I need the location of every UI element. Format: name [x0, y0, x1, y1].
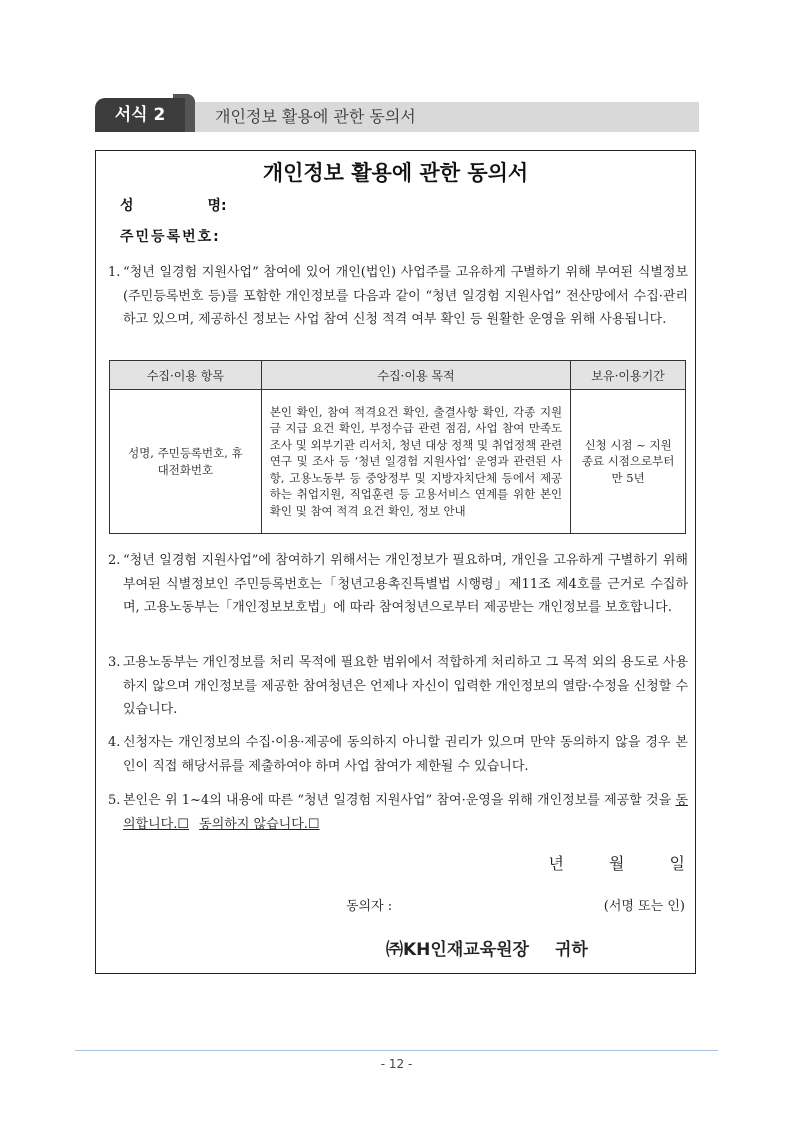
- item-3: [108, 651, 688, 722]
- table-cell-period: 신청 시점 ~ 지원 종료 시점으로부터 만 5년: [571, 390, 686, 534]
- item-1: [108, 261, 688, 332]
- form-header: [95, 94, 699, 136]
- consent-form-box: [95, 150, 696, 974]
- item-number: 5.: [108, 793, 121, 808]
- document-title: 개인정보 활용에 관한 동의서: [262, 161, 529, 185]
- item-text: [123, 789, 688, 836]
- table-header: 수집·이용 목적: [261, 361, 570, 390]
- item-2: [108, 549, 688, 620]
- item-number: 3.: [108, 655, 121, 670]
- form-label: 서식 2: [95, 98, 185, 132]
- rrn-label: 주민등록번호:: [120, 229, 221, 245]
- date-line: 년 월 일: [548, 854, 685, 873]
- header-title: 개인정보 활용에 관한 동의서: [215, 107, 416, 126]
- signature-hint: (서명 또는 인): [603, 899, 685, 914]
- table-header: 수집·이용 항목: [110, 361, 262, 390]
- table-cell-purpose: 본인 확인, 참여 적격요건 확인, 출결사항 확인, 각종 지원금 지급 요건 확인, 부정수급 관련 점검, 사업 참여 만족도 조사 및 외부기관 리서치, 청년 대상 정책 및 취업정책 관련 연구 및 조사 등 ‘청년 일경험 지원사업’ 운영과 관련된 사항, 고용노동부 등 중앙정부 및 지방자치단체 등에서 제공하는 취업지원, 직업훈련 등 고용서비스 연계를 위한 본인 확인 및 참여 적격 요건 확인, 정보 안내: [261, 390, 570, 534]
- rrn-field: [120, 226, 221, 246]
- recipient: [386, 935, 588, 960]
- name-label: 성: [120, 198, 134, 214]
- recipient-suffix: 귀하: [554, 940, 588, 960]
- page-number: - 12 -: [380, 1057, 413, 1071]
- item-text: “청년 일경험 지원사업” 참여에 있어 개인(법인) 사업주를 고유하게 구별하기 위해 부여된 식별정보(주민등록번호 등)를 포함한 개인정보를 다음과 같이 “청년 일경험 지원사업” 전산망에서 수집·관리하고 있으며, 제공하신 정보는 사업 참여 신청 적격 여부 확인 등 원활한 운영을 위해 사용됩니다.: [123, 265, 688, 327]
- item-4: [108, 731, 688, 778]
- item-number: 1.: [108, 265, 121, 280]
- table-row: [110, 390, 686, 534]
- item-text: “청년 일경험 지원사업”에 참여하기 위해서는 개인정보가 필요하며, 개인을 고유하게 구별하기 위해 부여된 식별정보인 주민등록번호는「청년고용촉진특별법 시행령」제11조 제4호를 근거로 수집하며, 고용노동부는「개인정보보호법」에 따라 참여청년으로부터 제공받는 개인정보를 보호합니다.: [123, 553, 688, 615]
- agree-checkbox[interactable]: 동의합니다.☐: [123, 793, 688, 832]
- item-text: 신청자는 개인정보의 수집·이용·제공에 동의하지 아니할 권리가 있으며 만약 동의하지 않을 경우 본인이 직접 해당서류를 제출하여야 하며 사업 참여가 제한될 수 있습니다.: [123, 735, 688, 774]
- table-cell-items: 성명, 주민등록번호, 휴대전화번호: [110, 390, 262, 534]
- name-field: [120, 195, 227, 215]
- footer-divider: [75, 1050, 718, 1051]
- item-5: [108, 789, 688, 836]
- item5-text: 본인은 위 1~4의 내용에 따른 “청년 일경험 지원사업” 참여·운영을 위해 개인정보를 제공할 것을: [123, 793, 672, 808]
- consenter-label: 동의자 :: [346, 899, 393, 914]
- disagree-checkbox[interactable]: 동의하지 않습니다.☐: [199, 816, 320, 832]
- recipient-org: ㈜KH인재교육원장: [386, 940, 529, 960]
- table-header-row: [110, 361, 686, 390]
- item-number: 2.: [108, 553, 121, 568]
- collection-table: [109, 360, 686, 534]
- item-number: 4.: [108, 735, 121, 750]
- item-text: 고용노동부는 개인정보를 처리 목적에 필요한 범위에서 적합하게 처리하고 그 목적 외의 용도로 사용하지 않으며 개인정보를 제공한 참여청년은 언제나 자신이 입력한 개인정보의 열람·수정을 신청할 수 있습니다.: [123, 655, 688, 717]
- name-label2: 명:: [207, 198, 227, 214]
- table-header: 보유·이용기간: [571, 361, 686, 390]
